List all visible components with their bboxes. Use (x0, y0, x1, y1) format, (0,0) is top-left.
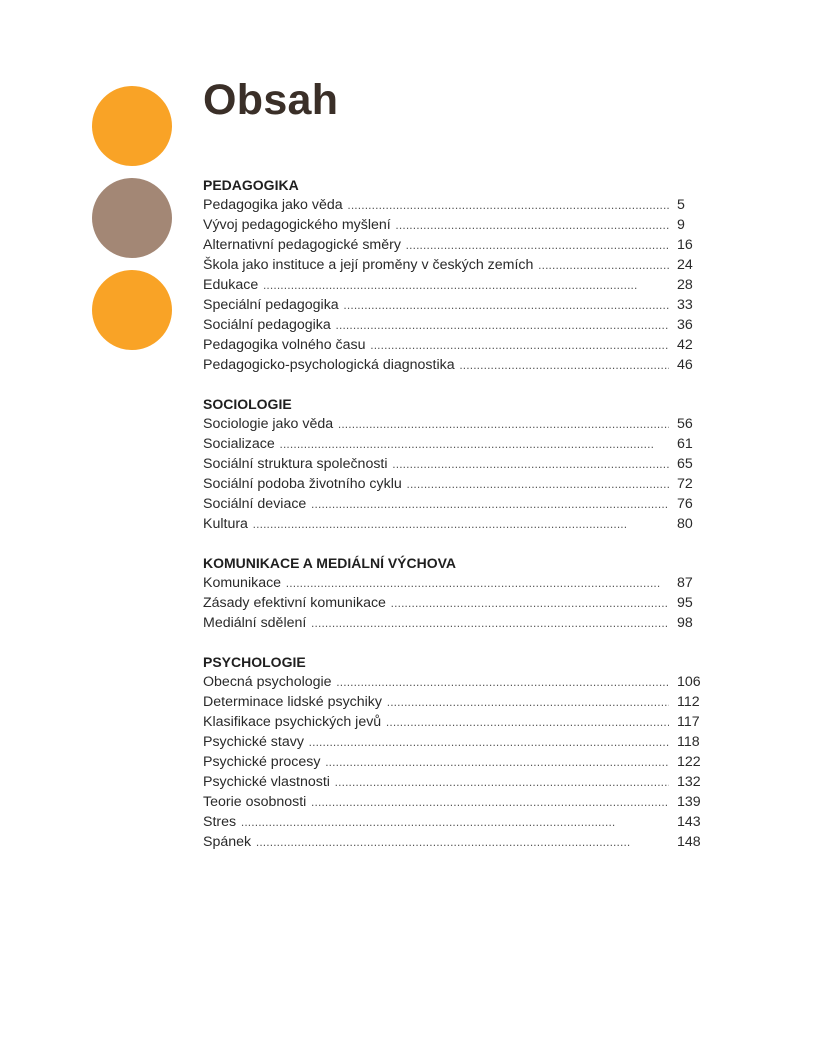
toc-entry[interactable] (203, 832, 703, 852)
toc-entry-label: Mediální sdělení (203, 615, 309, 631)
toc-entry-label: Determinace lidské psychiky (203, 694, 385, 710)
toc-entry-label: Pedagogika jako věda (203, 197, 346, 213)
toc-entry-label: Škola jako instituce a její proměny v českých zemích (203, 257, 536, 273)
toc-entry[interactable] (203, 215, 703, 235)
toc-entry[interactable] (203, 593, 703, 613)
toc-entry-page-number: 5 (677, 197, 685, 213)
toc-entry-label: Psychické vlastnosti (203, 774, 333, 790)
toc-entry-page-number: 33 (677, 297, 693, 313)
toc-entry-leader (203, 255, 669, 275)
toc-entry-label: Socializace (203, 436, 278, 452)
toc-section (203, 652, 703, 852)
toc-entry-leader (203, 772, 669, 792)
toc-entry[interactable] (203, 732, 703, 752)
toc-entry-label: Komunikace (203, 575, 284, 591)
toc-entry-label: Sociální pedagogika (203, 317, 334, 333)
toc-entry[interactable] (203, 812, 703, 832)
section-heading: SOCIOLOGIE (203, 396, 292, 412)
toc-entry-leader (203, 195, 669, 215)
toc-entry-label: Pedagogika volného času (203, 337, 369, 353)
toc-entry-label: Kultura (203, 516, 251, 532)
toc-entry-leader (203, 812, 669, 832)
toc-entry-leader (203, 355, 669, 375)
toc-entry[interactable] (203, 235, 703, 255)
toc-entry[interactable] (203, 454, 703, 474)
toc-entry-leader (203, 315, 669, 335)
toc-entry[interactable] (203, 672, 703, 692)
toc-entry-page-number: 9 (677, 217, 685, 233)
toc-entry-label: Spánek (203, 834, 254, 850)
toc-entry-label: Edukace (203, 277, 261, 293)
toc-entry-label: Psychické procesy (203, 754, 323, 770)
toc-entry-label: Zásady efektivní komunikace (203, 595, 389, 611)
toc-entry-label: Sociální deviace (203, 496, 309, 512)
toc-entry-leader (203, 414, 669, 434)
page-title: Obsah (203, 76, 339, 124)
decorative-circle-brown-middle (92, 178, 172, 258)
toc-entry[interactable] (203, 792, 703, 812)
toc-entry-page-number: 42 (677, 337, 693, 353)
toc-entry-page-number: 28 (677, 277, 693, 293)
toc-entry-page-number: 36 (677, 317, 693, 333)
toc-entry-label: Alternativní pedagogické směry (203, 237, 404, 253)
toc-section (203, 175, 703, 375)
toc-entry-page-number: 139 (677, 794, 701, 810)
toc-entry-label: Speciální pedagogika (203, 297, 342, 313)
toc-entry[interactable] (203, 335, 703, 355)
toc-entry-page-number: 118 (677, 734, 700, 750)
section-heading: KOMUNIKACE A MEDIÁLNÍ VÝCHOVA (203, 555, 457, 571)
toc-entry-leader (203, 712, 669, 732)
toc-entry-page-number: 106 (677, 674, 701, 690)
toc-entry[interactable] (203, 434, 703, 454)
toc-entry[interactable] (203, 752, 703, 772)
toc-entry-page-number: 56 (677, 416, 693, 432)
toc-entry-page-number: 112 (677, 694, 700, 710)
section-heading: PSYCHOLOGIE (203, 654, 306, 670)
toc-entry-page-number: 132 (677, 774, 701, 790)
toc-entry-page-number: 46 (677, 357, 693, 373)
toc-entry[interactable] (203, 613, 703, 633)
toc-entry-label: Sociální struktura společnosti (203, 456, 391, 472)
toc-entry-page-number: 61 (677, 436, 693, 452)
decorative-circle-orange-top (92, 86, 172, 166)
toc-entry[interactable] (203, 414, 703, 434)
toc-entry-page-number: 80 (677, 516, 693, 532)
toc-entry[interactable] (203, 494, 703, 514)
decorative-circle-orange-bottom (92, 270, 172, 350)
toc-entry-page-number: 122 (677, 754, 701, 770)
toc-entry-leader (203, 494, 669, 514)
toc-entry-leader (203, 235, 669, 255)
table-of-contents (203, 175, 703, 871)
toc-entry-label: Klasifikace psychických jevů (203, 714, 384, 730)
toc-entry-leader (203, 613, 669, 633)
toc-entry-page-number: 117 (677, 714, 700, 730)
toc-entry[interactable] (203, 255, 703, 275)
toc-entry-leader (203, 792, 669, 812)
toc-entry[interactable] (203, 772, 703, 792)
toc-entry-label: Obecná psychologie (203, 674, 335, 690)
toc-entry[interactable] (203, 295, 703, 315)
toc-section (203, 394, 703, 534)
toc-entry-leader (203, 692, 669, 712)
toc-entry[interactable] (203, 355, 703, 375)
toc-entry-leader (203, 732, 669, 752)
toc-entry-leader (203, 832, 669, 852)
section-heading: PEDAGOGIKA (203, 177, 299, 193)
toc-entry[interactable] (203, 275, 703, 295)
toc-entry-leader (203, 454, 669, 474)
toc-entry-leader (203, 434, 669, 454)
toc-entry-label: Sociální podoba životního cyklu (203, 476, 405, 492)
toc-entry-page-number: 87 (677, 575, 693, 591)
toc-entry-label: Sociologie jako věda (203, 416, 336, 432)
toc-entry-page-number: 16 (677, 237, 693, 253)
toc-entry-page-number: 72 (677, 476, 693, 492)
toc-entry-leader (203, 474, 669, 494)
toc-entry-page-number: 76 (677, 496, 693, 512)
toc-entry-label: Psychické stavy (203, 734, 307, 750)
toc-entry[interactable] (203, 692, 703, 712)
toc-entry-leader (203, 573, 669, 593)
toc-entry-page-number: 143 (677, 814, 701, 830)
toc-entry[interactable] (203, 315, 703, 335)
toc-entry-page-number: 95 (677, 595, 693, 611)
toc-entry-page-number: 148 (677, 834, 701, 850)
toc-entry-label: Teorie osobnosti (203, 794, 309, 810)
toc-entry-leader (203, 593, 669, 613)
toc-entry-leader (203, 275, 669, 295)
toc-section (203, 553, 703, 633)
toc-entry-leader (203, 514, 669, 534)
toc-entry-page-number: 98 (677, 615, 693, 631)
toc-entry-page-number: 24 (677, 257, 693, 273)
toc-entry-label: Pedagogicko-psychologická diagnostika (203, 357, 458, 373)
toc-entry-leader (203, 215, 669, 235)
toc-entry-leader (203, 672, 669, 692)
toc-entry-leader (203, 752, 669, 772)
toc-entry-leader (203, 295, 669, 315)
toc-entry-leader (203, 335, 669, 355)
toc-entry-label: Vývoj pedagogického myšlení (203, 217, 394, 233)
toc-entry[interactable] (203, 474, 703, 494)
toc-entry-page-number: 65 (677, 456, 693, 472)
toc-entry[interactable] (203, 712, 703, 732)
toc-entry[interactable] (203, 573, 703, 593)
toc-entry-label: Stres (203, 814, 239, 830)
toc-entry[interactable] (203, 195, 703, 215)
toc-entry[interactable] (203, 514, 703, 534)
